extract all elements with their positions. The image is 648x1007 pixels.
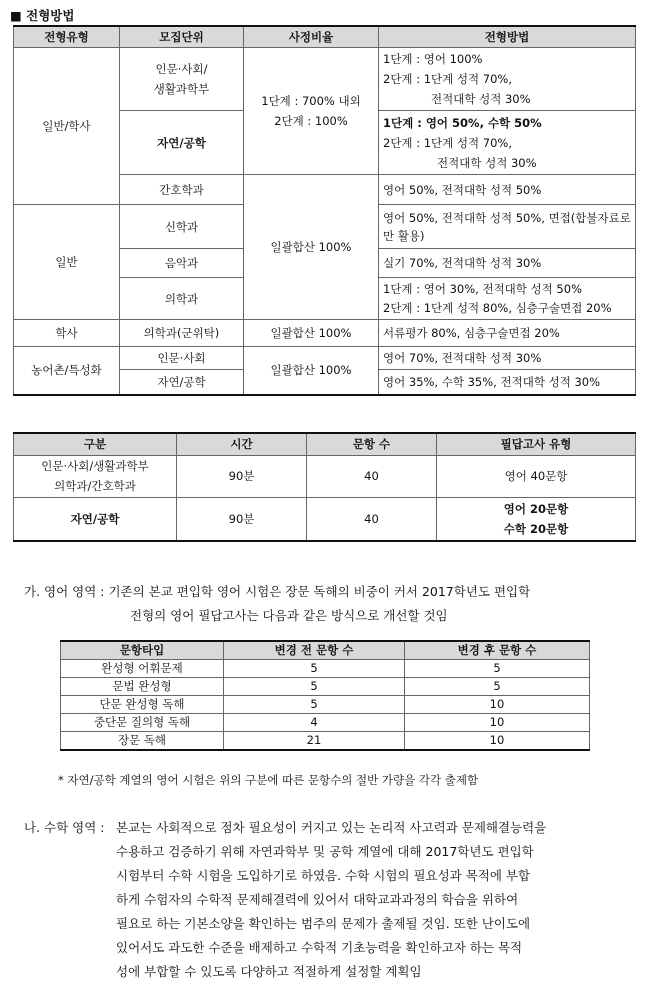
table-row xyxy=(61,714,590,732)
method-line: 1단계 : 영어 30%, 전적대학 성적 50% xyxy=(383,281,582,296)
method-line: 2단계 : 1단계 성적 70%, xyxy=(383,135,512,150)
question-type: 문법 완성형 xyxy=(61,678,224,696)
category-line: 인문·사회/생활과학부 xyxy=(41,459,149,473)
unit-line: 인문·사회/ xyxy=(155,62,208,76)
method-medicine xyxy=(379,278,636,320)
header-count: 문항 수 xyxy=(307,433,437,455)
table-row xyxy=(14,320,636,347)
method-farm-science: 영어 35%, 수학 35%, 전적대학 성적 30% xyxy=(379,370,636,395)
math-line: 하게 수험자의 수학적 문제해결력에 있어서 대학교과과정의 학습을 위하여 xyxy=(116,892,519,907)
unit-science: 자연/공학 xyxy=(120,111,244,175)
exam-type xyxy=(437,497,636,541)
table-header-row xyxy=(14,433,636,455)
before-count: 5 xyxy=(224,678,405,696)
table-row xyxy=(14,497,636,541)
math-paragraph xyxy=(24,816,636,984)
question-type: 완성형 어휘문제 xyxy=(61,660,224,678)
method-line: 전적대학 성적 30% xyxy=(431,92,531,106)
category-line: 의학과/간호학과 xyxy=(54,479,136,493)
method-farm-humanities: 영어 70%, 전적대학 성적 30% xyxy=(379,347,636,370)
exam-time: 90분 xyxy=(177,455,307,497)
after-count: 5 xyxy=(405,660,590,678)
table-row xyxy=(61,660,590,678)
header-ratio: 사정비율 xyxy=(244,26,379,48)
ratio-bulk-army: 일괄합산 100% xyxy=(244,320,379,347)
exam-table xyxy=(13,432,636,542)
ratio-bulk: 일괄합산 100% xyxy=(244,175,379,320)
header-type: 전형유형 xyxy=(14,26,120,48)
before-count: 4 xyxy=(224,714,405,732)
table-row xyxy=(61,678,590,696)
header-time: 시간 xyxy=(177,433,307,455)
method-medicine-army: 서류평가 80%, 심층구술면접 20% xyxy=(379,320,636,347)
method-humanities xyxy=(379,48,636,111)
english-line: 전형의 영어 필답고사는 다음과 같은 방식으로 개선할 것임 xyxy=(130,608,448,623)
header-category: 구분 xyxy=(14,433,177,455)
unit-medicine: 의학과 xyxy=(120,278,244,320)
question-type: 장문 독해 xyxy=(61,732,224,751)
table-row xyxy=(61,696,590,714)
math-label: 나. 수학 영역 : xyxy=(24,820,105,835)
before-count: 5 xyxy=(224,696,405,714)
header-after: 변경 후 문항 수 xyxy=(405,641,590,660)
method-science xyxy=(379,111,636,175)
unit-theology: 신학과 xyxy=(120,205,244,249)
after-count: 5 xyxy=(405,678,590,696)
method-nursing: 영어 50%, 전적대학 성적 50% xyxy=(379,175,636,205)
math-line: 필요로 하는 기본소양을 확인하는 범주의 문제가 출제될 것임. 또한 난이도에 xyxy=(116,916,531,931)
table-header-row xyxy=(14,26,636,48)
unit-farm-humanities: 인문·사회 xyxy=(120,347,244,370)
unit-line: 생활과학부 xyxy=(153,82,210,96)
type-farm: 농어촌/특성화 xyxy=(14,347,120,395)
exam-type-line: 수학 20문항 xyxy=(503,521,569,536)
table-row xyxy=(14,48,636,111)
exam-type-line: 영어 20문항 xyxy=(503,501,569,516)
header-question-type: 문항타입 xyxy=(61,641,224,660)
exam-type: 영어 40문항 xyxy=(437,455,636,497)
unit-farm-science: 자연/공학 xyxy=(120,370,244,395)
method-line: 2단계 : 1단계 성적 70%, xyxy=(383,72,512,86)
type-general: 일반 xyxy=(14,205,120,320)
unit-humanities xyxy=(120,48,244,111)
math-line: 본교는 사회적으로 점차 필요성이 커지고 있는 논리적 사고력과 문제해결능력을 xyxy=(116,820,547,835)
math-line: 성에 부합할 수 있도록 다양하고 적절하게 설정할 계획임 xyxy=(116,964,422,979)
header-method: 전형방법 xyxy=(379,26,636,48)
unit-music: 음악과 xyxy=(120,249,244,278)
math-line: 시험부터 수학 시험을 도입하기로 하였음. 수학 시험의 필요성과 목적에 부합 xyxy=(116,868,531,883)
exam-category: 자연/공학 xyxy=(14,497,177,541)
english-line: 가. 영어 영역 : 기존의 본교 편입학 영어 시험은 장문 독해의 비중이 커서 2017학년도 편입학 xyxy=(24,584,531,599)
ratio-line: 1단계 : 700% 내외 xyxy=(261,94,361,108)
exam-count: 40 xyxy=(307,455,437,497)
question-type: 단문 완성형 독해 xyxy=(61,696,224,714)
math-line: 수용하고 검증하기 위해 자연과학부 및 공학 계열에 대해 2017학년도 편입학 xyxy=(116,844,534,859)
method-music: 실기 70%, 전적대학 성적 30% xyxy=(379,249,636,278)
selection-method-table xyxy=(13,25,636,396)
type-school: 학사 xyxy=(14,320,120,347)
method-line: 2단계 : 1단계 성적 80%, 심층구술면접 20% xyxy=(383,300,612,315)
ratio-line: 2단계 : 100% xyxy=(274,114,348,128)
table-row xyxy=(14,455,636,497)
before-count: 21 xyxy=(224,732,405,751)
exam-count: 40 xyxy=(307,497,437,541)
question-type: 중단문 질의형 독해 xyxy=(61,714,224,732)
header-exam-type: 필답고사 유형 xyxy=(437,433,636,455)
after-count: 10 xyxy=(405,696,590,714)
table-row xyxy=(61,732,590,751)
exam-category xyxy=(14,455,177,497)
after-count: 10 xyxy=(405,732,590,751)
exam-time: 90분 xyxy=(177,497,307,541)
ratio-bulk-farm: 일괄합산 100% xyxy=(244,347,379,395)
unit-medicine-army: 의학과(군위탁) xyxy=(120,320,244,347)
table-row xyxy=(14,347,636,370)
header-before: 변경 전 문항 수 xyxy=(224,641,405,660)
math-line: 있어서도 과도한 수준을 배제하고 수학적 기초능력을 확인하고자 하는 목적 xyxy=(116,940,523,955)
header-unit: 모집단위 xyxy=(120,26,244,48)
method-line: 1단계 : 영어 50%, 수학 50% xyxy=(383,115,542,130)
before-count: 5 xyxy=(224,660,405,678)
english-paragraph xyxy=(24,580,530,628)
table-header-row xyxy=(61,641,590,660)
ratio-two-stage xyxy=(244,48,379,175)
question-type-table xyxy=(60,640,590,751)
method-line: 전적대학 성적 30% xyxy=(437,155,537,170)
section-title: ■ 전형방법 xyxy=(10,8,75,23)
method-line: 1단계 : 영어 100% xyxy=(383,52,483,66)
type-general-school: 일반/학사 xyxy=(14,48,120,205)
method-theology: 영어 50%, 전적대학 성적 50%, 면접(합불자료로만 활용) xyxy=(379,205,636,249)
footnote: * 자연/공학 계열의 영어 시험은 위의 구분에 따른 문항수의 절반 가량을 각각 출제함 xyxy=(58,773,479,787)
unit-nursing: 간호학과 xyxy=(120,175,244,205)
after-count: 10 xyxy=(405,714,590,732)
